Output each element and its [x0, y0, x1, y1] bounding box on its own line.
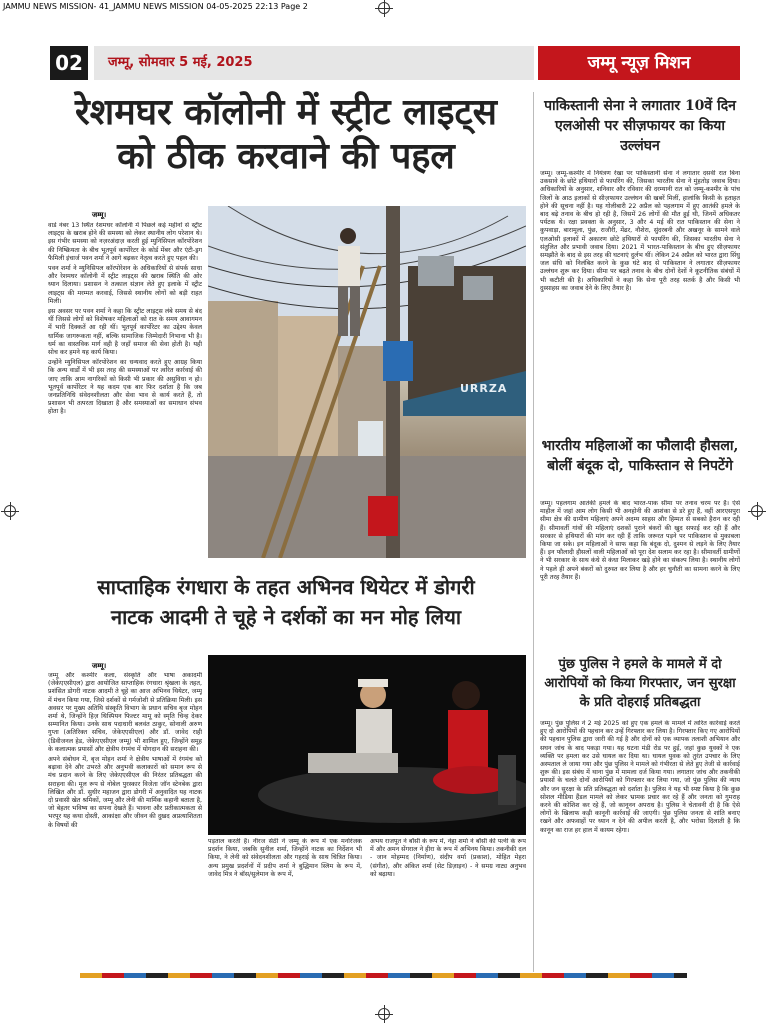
registration-mark-bottom [378, 1008, 390, 1020]
story1-paragraph: वार्ड नंबर 13 स्थित रेशमघर कॉलोनी में पिछले कई महीनों से स्ट्रीट लाइट्स के खराब होने की समस्या को लेकर स्थानीय लोग परेशान थे। इस गंभीर समस्या को नज़रअंदाज़ करती हुई म्युनिसिपल कॉरपोरेशन की निष्क्रियता के बीच भूतपूर्व कार्पोरेटर के कोर्ड मेंबर और एंटी-ड्रग फैमिली इंचार्ज पवन शर्मा ने आगे बढ़कर नेतृत्व करते हुए पहल की। [48, 222, 202, 262]
story2-body-col2 [208, 838, 362, 972]
story1-headline-line1: रेशमघर कॉलोनी में स्ट्रीट लाइट्स [75, 91, 497, 133]
sidebar-story-a-body: जम्मू। जम्मू-कश्मीर में नियंत्रण रेखा पर पाकिस्तानी सेना ने लगातार दसवीं रात बिना उकसावे के छोटे हथियारों से फायरिंग की, जिसका भारतीय सेना ने मुंहतोड़ जवाब दिया। अधिकारियों के अनुसार, शनिवार और रविवार की दरम्यानी रात को जम्मू-कश्मीर के पांच जिलों के आठ इलाकों से सीज़फायर उल्लंघन की खबरें मिलीं, हालांकि किसी के हताहत होने की सूचना नहीं है। यह गोलीबारी 22 अप्रैल को पहलगाम में हुए आतंकी हमले के बाद बढ़े तनाव के बीच हो रही है, जिसमें 26 लोगों की मौत हुई थी, जिनमें अधिकतर पर्यटक थे। रक्षा प्रवक्ता के अनुसार, 3 और 4 मई की रात पाकिस्तान की सेना ने कुपवाड़ा, बारामूला, पुंछ, राजौरी, मेंढर, नौशेरा, सुंदरबनी और अखनूर के सामने वाले एलओसी इलाकों में अकारण छोटे हथियारों से फायरिंग की, जिसका भारतीय सेना ने संतुलित और प्रभावी जवाब दिया। 2021 में भारत-पाकिस्तान के बीच हुए सीज़फायर समझौते के बाद से इस तरह की घटनाएं दुर्लभ थीं। लेकिन 24 अप्रैल को भारत द्वारा सिंधु जल संधि को निलंबित करने के कुछ घंटे बाद से पाकिस्तान ने लगातार सीज़फायर उल्लंघन शुरू कर दिया। सीमा पर बढ़ते तनाव के बीच दोनों देशों ने कूटनीतिक संबंधों में भी कटौती की है। अधिकारियों ने कहा कि सेना पूरी तरह सतर्क है और किसी भी दुस्साहस का जवाब देने के लिए तैयार है। [540, 170, 740, 292]
story2-paragraph: अपने संबोधन में, बृज मोहन शर्मा ने क्षेत्रीय भाषाओं में रंगमंच को बढ़ावा देने और उभरते और अनुभवी कलाकारों को समान रूप से मंच प्रदान करने के लिए जेकेएएसीएल की निरंतर प्रतिबद्धता की सराहना की। मूल रूप से नोबेल पुरस्कार विजेता जॉन स्टेनबेक द्वारा लिखित और डॉ. सुधीर महाजन द्वारा डोगरी में अनुवादित यह नाटक दो प्रवासी खेत श्रमिकों, जम्मू और लेनी की मार्मिक कहानी बताता है, जो बेहतर भविष्य का सपना देखते हैं। भावना और प्रतीकात्मकता से भरपूर यह कथा दोस्ती, आकांक्षा और जीवन की दुखद अप्रत्याशितता के विषयों की [48, 756, 202, 829]
sidebar-story-c-headline: पुंछ पुलिस ने हमले के मामले में दो आरोपियों को किया गिरफ्तार, जन सुरक्षा के प्रति दोहराई प्रतिबद्धता [544, 657, 736, 710]
story2-paragraph: पड़ताल करती है। नीरज सेठी ने जम्मू के रूप में एक मनोरंजक प्रदर्शन किया, जबकि सुनील शर्मा, जिन्होंने नाटक का निर्देशन भी किया, ने लेनी को संवेदनशीलता और गहराई के साथ चित्रित किया। अन्य प्रमुख प्रदर्शनों में प्रदीप शर्मा ने बुद्धिमान स्लिम के रूप में, जावेद मित्र ने बॉस/सुलेमान के रूप में, [208, 838, 362, 878]
theatre-performance-photo [208, 655, 526, 835]
story1-paragraph: पवन शर्मा ने म्युनिसिपल कॉरपोरेशन के अधिकारियों से संपर्क साधा और रेशमघर कॉलोनी में स्ट्रीट लाइट्स की खराब स्थिति की ओर ध्यान दिलाया। प्रशासन ने तत्काल संज्ञान लेते हुए इलाके में स्ट्रीट लाइट्स की मरम्मत करवाई, जिससे स्थानीय लोगों को बड़ी राहत मिली। [48, 265, 202, 305]
sidebar-story-c-body: जम्मू। पुंछ पुलिस ने 2 मई 2025 को हुए एक हमले के मामले में त्वरित कार्रवाई करते हुए दो आरोपियों की पहचान कर उन्हें गिरफ्तार कर लिया है। गिरफ्तार किए गए आरोपियों की पहचान पुलिस द्वारा जारी की गई है और दोनों को एक व्यापक तलाशी अभियान और सघन जांच के बाद पकड़ा गया। यह घटना मंडी रोड पर हुई, जहां कुछ युवकों ने एक व्यक्ति पर हमला कर उसे घायल कर दिया था। घायल युवक को तुरंत उपचार के लिए अस्पताल ले जाया गया और पुंछ पुलिस ने मामले को गंभीरता से लेते हुए तेजी से कार्रवाई शुरू की। इस संबंध में थाना पुंछ में मामला दर्ज किया गया। लगातार जांच और तकनीकी प्रयासों के चलते दोनों आरोपियों को गिरफ्तार कर लिया गया, जो पुंछ पुलिस की न्याय और जन सुरक्षा के प्रति प्रतिबद्धता को दर्शाता है। पुलिस ने यह भी स्पष्ट किया है कि कुछ सोशल मीडिया हैंडल मामले को लेकर भ्रामक प्रचार कर रहे हैं और जनता को गुमराह करने की कोशिश कर रहे हैं, जो कानूनन अपराध है। पुलिस ने चेतावनी दी है कि ऐसे लोगों के खिलाफ कड़ी कानूनी कार्रवाई की जाएगी। पुंछ पुलिस जनता से शांति बनाए रखने और अफवाहों पर ध्यान न देने की अपील करती है, और भरोसा दिलाती है कि कानून का राज हर हाल में कायम रहेगा। [540, 720, 740, 834]
story1-headline [48, 90, 524, 178]
street-light-repair-photo [208, 206, 526, 558]
page-number: 02 [50, 46, 88, 80]
story2-headline-line2: नाटक आदमी ते चूहे ने दर्शकों का मन मोह लिया [110, 605, 462, 629]
umbrella-sign-text: URRZA [460, 382, 508, 395]
masthead [50, 46, 740, 82]
sidebar-story-b-headline: भारतीय महिलाओं का फौलादी हौसला, बोलीं बंदूक दो, पाकिस्तान से निपटेंगे [541, 438, 739, 474]
sidebar-story-b-body: जम्मू। पहलगाम आतंकी हमले के बाद भारत-पाक सीमा पर तनाव चरम पर है। ऐसे माहौल में जहां आम लोग किसी भी अनहोनी की आशंका से डरे हुए हैं, वहीं आरएसपुरा सीमा क्षेत्र की ग्रामीण महिलाएं अपने अदम्य साहस और हिम्मत से सबको हैरान कर रही हैं। सीमावर्ती गांवों की महिलाएं दशकों पुराने बंकरों की खुद सफाई कर रही हैं और सरकार से हथियारों की मांग कर रही हैं ताकि जरूरत पड़ने पर पाकिस्तान से मुकाबला किया जा सके। इन महिलाओं ने साफ कहा कि बंदूक दो, दुश्मन से लड़ने के लिए तैयार हैं। इन फौलादी हौसलों वाली महिलाओं को पूरा देश सलाम कर रहा है। सीमावर्ती ग्रामीणों ने भी सरकार के साथ कंधे से कंधा मिलाकर खड़े होने का संकल्प लिया है। स्थानीय लोगों ने पहले ही अपने बंकरों को दुरुस्त कर लिया है और हर चुनौती का सामना करने के लिए पूरी तरह तैयार हैं। [540, 500, 740, 581]
story1-headline-line2: को ठीक करवाने की पहल [117, 135, 455, 177]
story2-headline [48, 572, 524, 632]
story2-body-col3 [370, 838, 526, 972]
registration-mark-right [751, 505, 763, 517]
story2-headline-line1: साप्ताहिक रंगधारा के तहत अभिनव थियेटर में डोगरी [97, 575, 475, 599]
story2-paragraph: अभय राजपूत ने बॉसी के रूप में, नेहा शर्मा ने बॉसी की पत्नी के रूप में और अमन सेंगराल ने हीरा के रूप में अभिनय किया। तकनीकी दल - जान मोहम्मद (निर्माण), संदीप वर्मा (प्रकाश), मोहित मेहरा (संगीत), और अंकित शर्मा (सेट डिज़ाइन) - ने समग्र नाट्य अनुभव को बढ़ाया। [370, 838, 526, 878]
story1-byline: जम्मू। [92, 211, 107, 219]
print-info: JAMMU NEWS MISSION- 41_JAMMU NEWS MISSION 04-05-2025 22:13 Page 2 [3, 2, 308, 11]
story2-byline: जम्मू। [92, 662, 107, 670]
column-divider [533, 92, 534, 972]
story2-paragraph: जम्मू और कश्मीर कला, संस्कृति और भाषा अकादमी (जेकेएएसीएल) द्वारा आयोजित साप्ताहिक रंगधारा श्रृंखला के तहत, प्रशंसित डोगरी नाटक आदमी ते चूहे का आज अभिनव थियेटर, जम्मू में मंचन किया गया, जिसे दर्शकों से गर्मजोशी से प्रतिक्रिया मिली। इस अवसर पर मुख्य अतिथि संस्कृति विभाग के प्रधान सचिव बृज मोहन शर्मा थे, जिन्होंने हिज़ थिस्पियन फिल्टर मामू को स्मृति चिन्ह देकर सम्मानित किया। उनके साथ पदाधारी बलवंत ठाकुर, सोनाली अरुण गुप्ता (अतिरिक्त सचिव, जेकेएएसीएल) और डॉ. जावेद राही (डिवीजनल हेड, जेकेएएसीएल जम्मू) भी शामिल हुए, जिन्होंने समूह के कलात्मक प्रयासों और क्षेत्रीय रंगमंच में योगदान की सराहना की। [48, 672, 202, 753]
story2-body-col1 [48, 672, 202, 972]
sidebar-story-a-headline: पाकिस्तानी सेना ने लगातार 10वें दिन एलओसी पर सीज़फायर का किया उल्लंघन [544, 98, 736, 154]
dateline: जम्मू, सोमवार 5 मई, 2025 [94, 46, 534, 80]
story1-body [48, 222, 202, 562]
stage-scene-illustration [208, 655, 526, 835]
registration-mark-left [4, 505, 16, 517]
registration-mark-top [378, 2, 390, 14]
story1-paragraph: उन्होंने म्युनिसिपल कॉरपोरेशन का धन्यवाद करते हुए आग्रह किया कि अन्य वार्डों में भी इस तरह की समस्याओं पर त्वरित कार्रवाई की जाए ताकि आम नागरिकों को किसी भी प्रकार की असुविधा न हो। भूतपूर्व कार्पोरेटर ने यह कदम एक बार फिर दर्शाता है कि जब जनप्रतिनिधि संवेदनशीलता और सेवा भाव से कार्य करते हैं, तो प्रशासन भी तत्परता दिखाता है और समस्याओं का समाधान संभव होता है। [48, 359, 202, 416]
color-bar [80, 973, 687, 978]
story1-paragraph: इस अवसर पर पवन शर्मा ने कहा कि स्ट्रीट लाइट्स लंबे समय से बंद थीं जिससे लोगों को विशेषकर महिलाओं को रात के समय आवागमन में भारी दिक्कतें आ रही थीं। भूतपूर्व कार्पोरेटर का उद्देश्य केवल धार्मिक जागरूकता नहीं, बल्कि सामाजिक जिम्मेदारी निभाना भी है। धर्म का वास्तविक मार्ग वही है जहाँ समाज की सेवा होती है। यही सोच कर हमने यह कार्य किया। [48, 308, 202, 357]
brand-name: जम्मू न्यूज़ मिशन [538, 46, 740, 80]
